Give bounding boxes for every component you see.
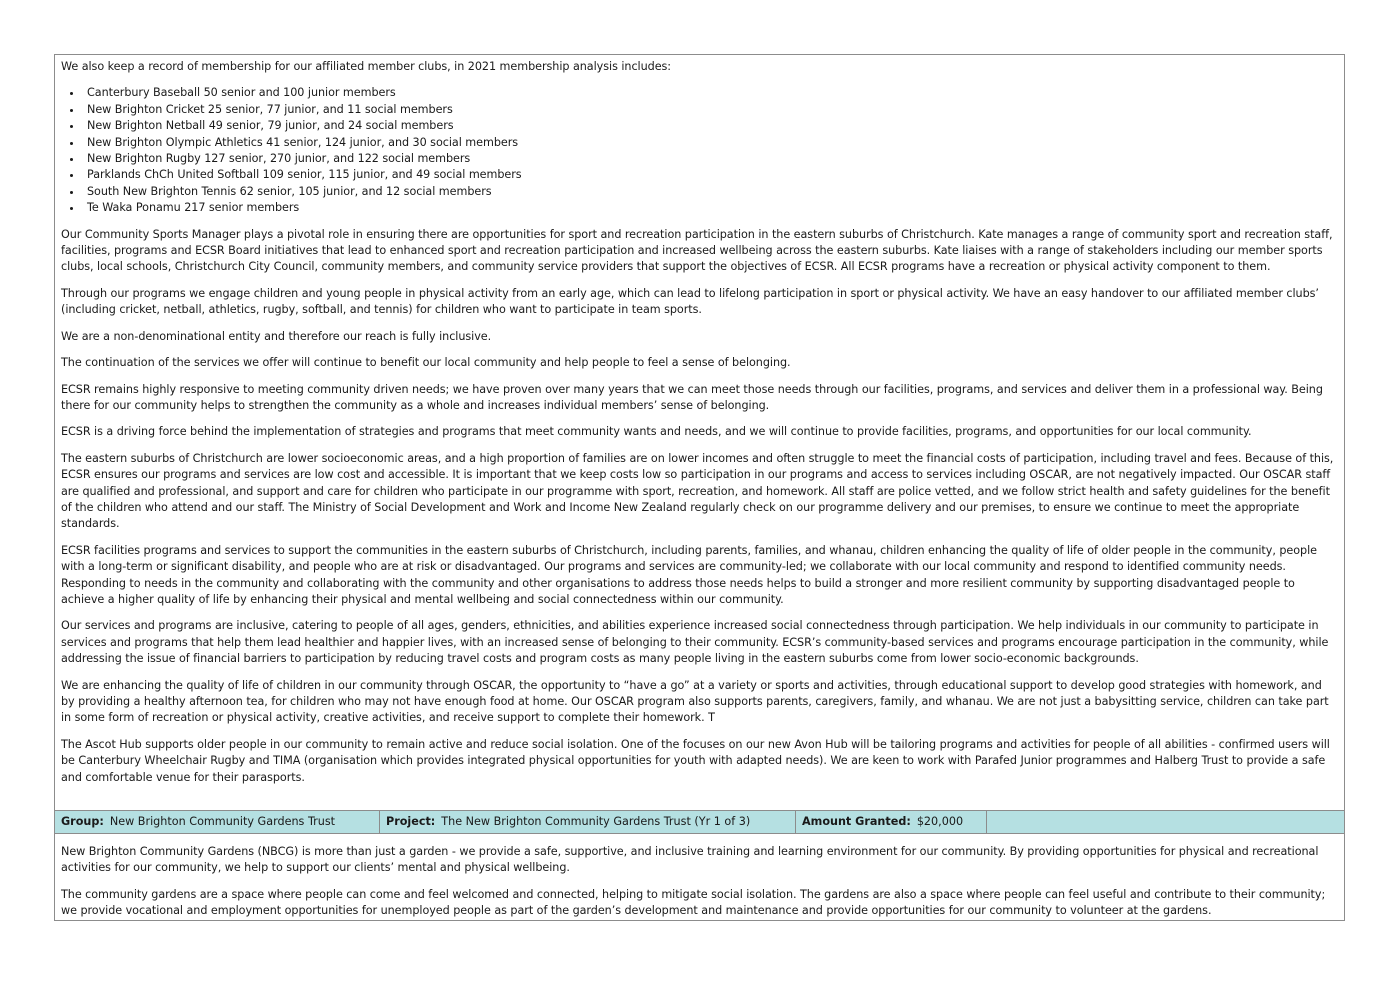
paragraph: We are enhancing the quality of life of children in our community through OSCAR, the opportunity to “have a go” at a variety or sports and activities, through educational support to develop good strategies with homework, and by providing a healthy afternoon tea, for children who may not have enough food at home. Our OSCAR program also supports parents, caregivers, family, and whanau. We are not just a babysitting service, children can take part in some form of recreation or physical activity, creative activities, and receive support to complete their homework. T — [61, 678, 1329, 725]
amount-label: Amount Granted: — [802, 815, 911, 829]
nbcg-section — [54, 834, 1345, 921]
club-item: • Te Waka Ponamu 217 senior members — [83, 200, 1336, 216]
club-item: • New Brighton Olympic Athletics 41 senior, 124 junior, and 30 social members — [83, 135, 1336, 151]
empty-cell — [987, 811, 1344, 833]
amount-cell — [796, 811, 987, 833]
paragraph: Through our programs we engage children and young people in physical activity from an early age, which can lead to lifelong participation in sport or physical activity. We have an easy handover to our affiliated member clubs’ (including cricket, netball, athletics, rugby, softball, and tennis) for children who want to participate in team sports. — [61, 286, 1319, 317]
membership-intro: We also keep a record of membership for our affiliated member clubs, in 2021 membership analysis includes: — [61, 60, 672, 73]
paragraph: The community gardens are a space where people can come and feel welcomed and connected, helping to mitigate social isolation. The gardens are also a space where people can feel useful and contribute to their community; we provide vocational and employment opportunities for unemployed people as part of the garden’s development and maintenance and provide opportunities for our community to volunteer at the gardens. — [61, 887, 1326, 918]
paragraph: We are a non-denominational entity and therefore our reach is fully inclusive. — [61, 329, 492, 343]
paragraph: New Brighton Community Gardens (NBCG) is more than just a garden - we provide a safe, supportive, and inclusive training and learning environment for our community. By providing opportunities for physical and recreational activities for our community, we help to support our clients’ mental and physical wellbeing. — [61, 845, 1319, 875]
group-value: New Brighton Community Gardens Trust — [109, 815, 336, 829]
group-cell — [55, 811, 380, 833]
project-label: Project: — [386, 815, 436, 829]
club-item: • Parklands ChCh United Softball 109 senior, 115 junior, and 49 social members — [83, 167, 1336, 183]
club-item: • New Brighton Netball 49 senior, 79 junior, and 24 social members — [83, 118, 1336, 134]
club-item: • Canterbury Baseball 50 senior and 100 junior members — [83, 85, 1336, 101]
project-cell — [380, 811, 796, 833]
document-page — [54, 54, 1345, 921]
ecsr-section — [54, 54, 1345, 811]
amount-value: $20,000 — [916, 815, 964, 829]
paragraph: ECSR is a driving force behind the implementation of strategies and programs that meet community wants and needs, and we will continue to provide facilities, programs, and opportunities for our local community. — [61, 425, 1252, 439]
club-item: • New Brighton Rugby 127 senior, 270 junior, and 122 social members — [83, 151, 1336, 167]
club-item: • New Brighton Cricket 25 senior, 77 junior, and 11 social members — [83, 102, 1336, 118]
paragraph: ECSR remains highly responsive to meeting community driven needs; we have proven over many years that we can meet those needs through our facilities, programs, and services and deliver them in a professional way. Being there for our community helps to strengthen the community as a whole and increases individual members’ sense of belonging. — [61, 382, 1323, 412]
paragraph: Our Community Sports Manager plays a pivotal role in ensuring there are opportunities for sport and recreation participation in the eastern suburbs of Christchurch. Kate manages a range of community sport and recreation staff, facilities, programs and ECSR Board initiatives that lead to enhanced sport and recreation participation and increased wellbeing across the eastern suburbs. Kate liaises with a range of stakeholders including our member sports clubs, local schools, Christchurch City Council, community members, and community service providers that support the objectives of ECSR. All ECSR programs have a recreation or physical activity component to them. — [61, 227, 1333, 274]
project-value: The New Brighton Community Gardens Trust (Yr 1 of 3) — [441, 815, 751, 829]
paragraph: The eastern suburbs of Christchurch are lower socioeconomic areas, and a high proportion of families are on lower incomes and often struggle to meet the financial costs of participation, including travel and fees. Because of this, ECSR ensures our programs and services are low cost and accessible. It is important that we keep costs low so participation in our programs and access to services including OSCAR, are not negatively impacted. Our OSCAR staff are qualified and professional, and support and care for children who participate in our programme with sport, recreation, and homework. All staff are police vetted, and we follow strict health and safety guidelines for the benefit of the children who attend and our staff. The Ministry of Social Development and Work and Income New Zealand regularly check on our programme delivery and our premises, to ensure we continue to meet the appropriate standards. — [61, 451, 1334, 531]
club-membership-list — [61, 85, 1336, 216]
grant-header-row — [54, 811, 1345, 834]
paragraph: ECSR facilities programs and services to support the communities in the eastern suburbs of Christchurch, including parents, families, and whanau, children enhancing the quality of life of older people in the community, people with a long-term or significant disability, and people who are at risk or disadvantaged. Our programs and services are community-led; we collaborate with our local community and respond to identified community needs. Responding to needs in the community and collaborating with the community and other organisations to address those needs helps to build a stronger and more resilient community by supporting disadvantaged people to achieve a higher quality of life by enhancing their physical and mental wellbeing and social connectedness within our community. — [61, 543, 1317, 606]
paragraph: The Ascot Hub supports older people in our community to remain active and reduce social isolation. One of the focuses on our new Avon Hub will be tailoring programs and activities for people of all abilities - confirmed users will be Canterbury Wheelchair Rugby and TIMA (organisation which provides integrated physical opportunities for youth with adapted needs). We are keen to work with Parafed Junior programmes and Halberg Trust to provide a safe and comfortable venue for their parasports. — [61, 737, 1330, 784]
club-item: • South New Brighton Tennis 62 senior, 105 junior, and 12 social members — [83, 184, 1336, 200]
paragraph: Our services and programs are inclusive, catering to people of all ages, genders, ethnicities, and abilities experience increased social connectedness through participation. We help individuals in our community to participate in services and programs that help them lead healthier and happier lives, with an increased sense of belonging to their community. ECSR’s community-based services and programs encourage participation in the community, while addressing the issue of financial barriers to participation by reducing travel costs and program costs as many people living in the eastern suburbs come from lower socio-economic backgrounds. — [61, 619, 1329, 666]
group-label: Group: — [61, 815, 104, 829]
paragraph: The continuation of the services we offer will continue to benefit our local community and help people to feel a sense of belonging. — [61, 356, 791, 370]
